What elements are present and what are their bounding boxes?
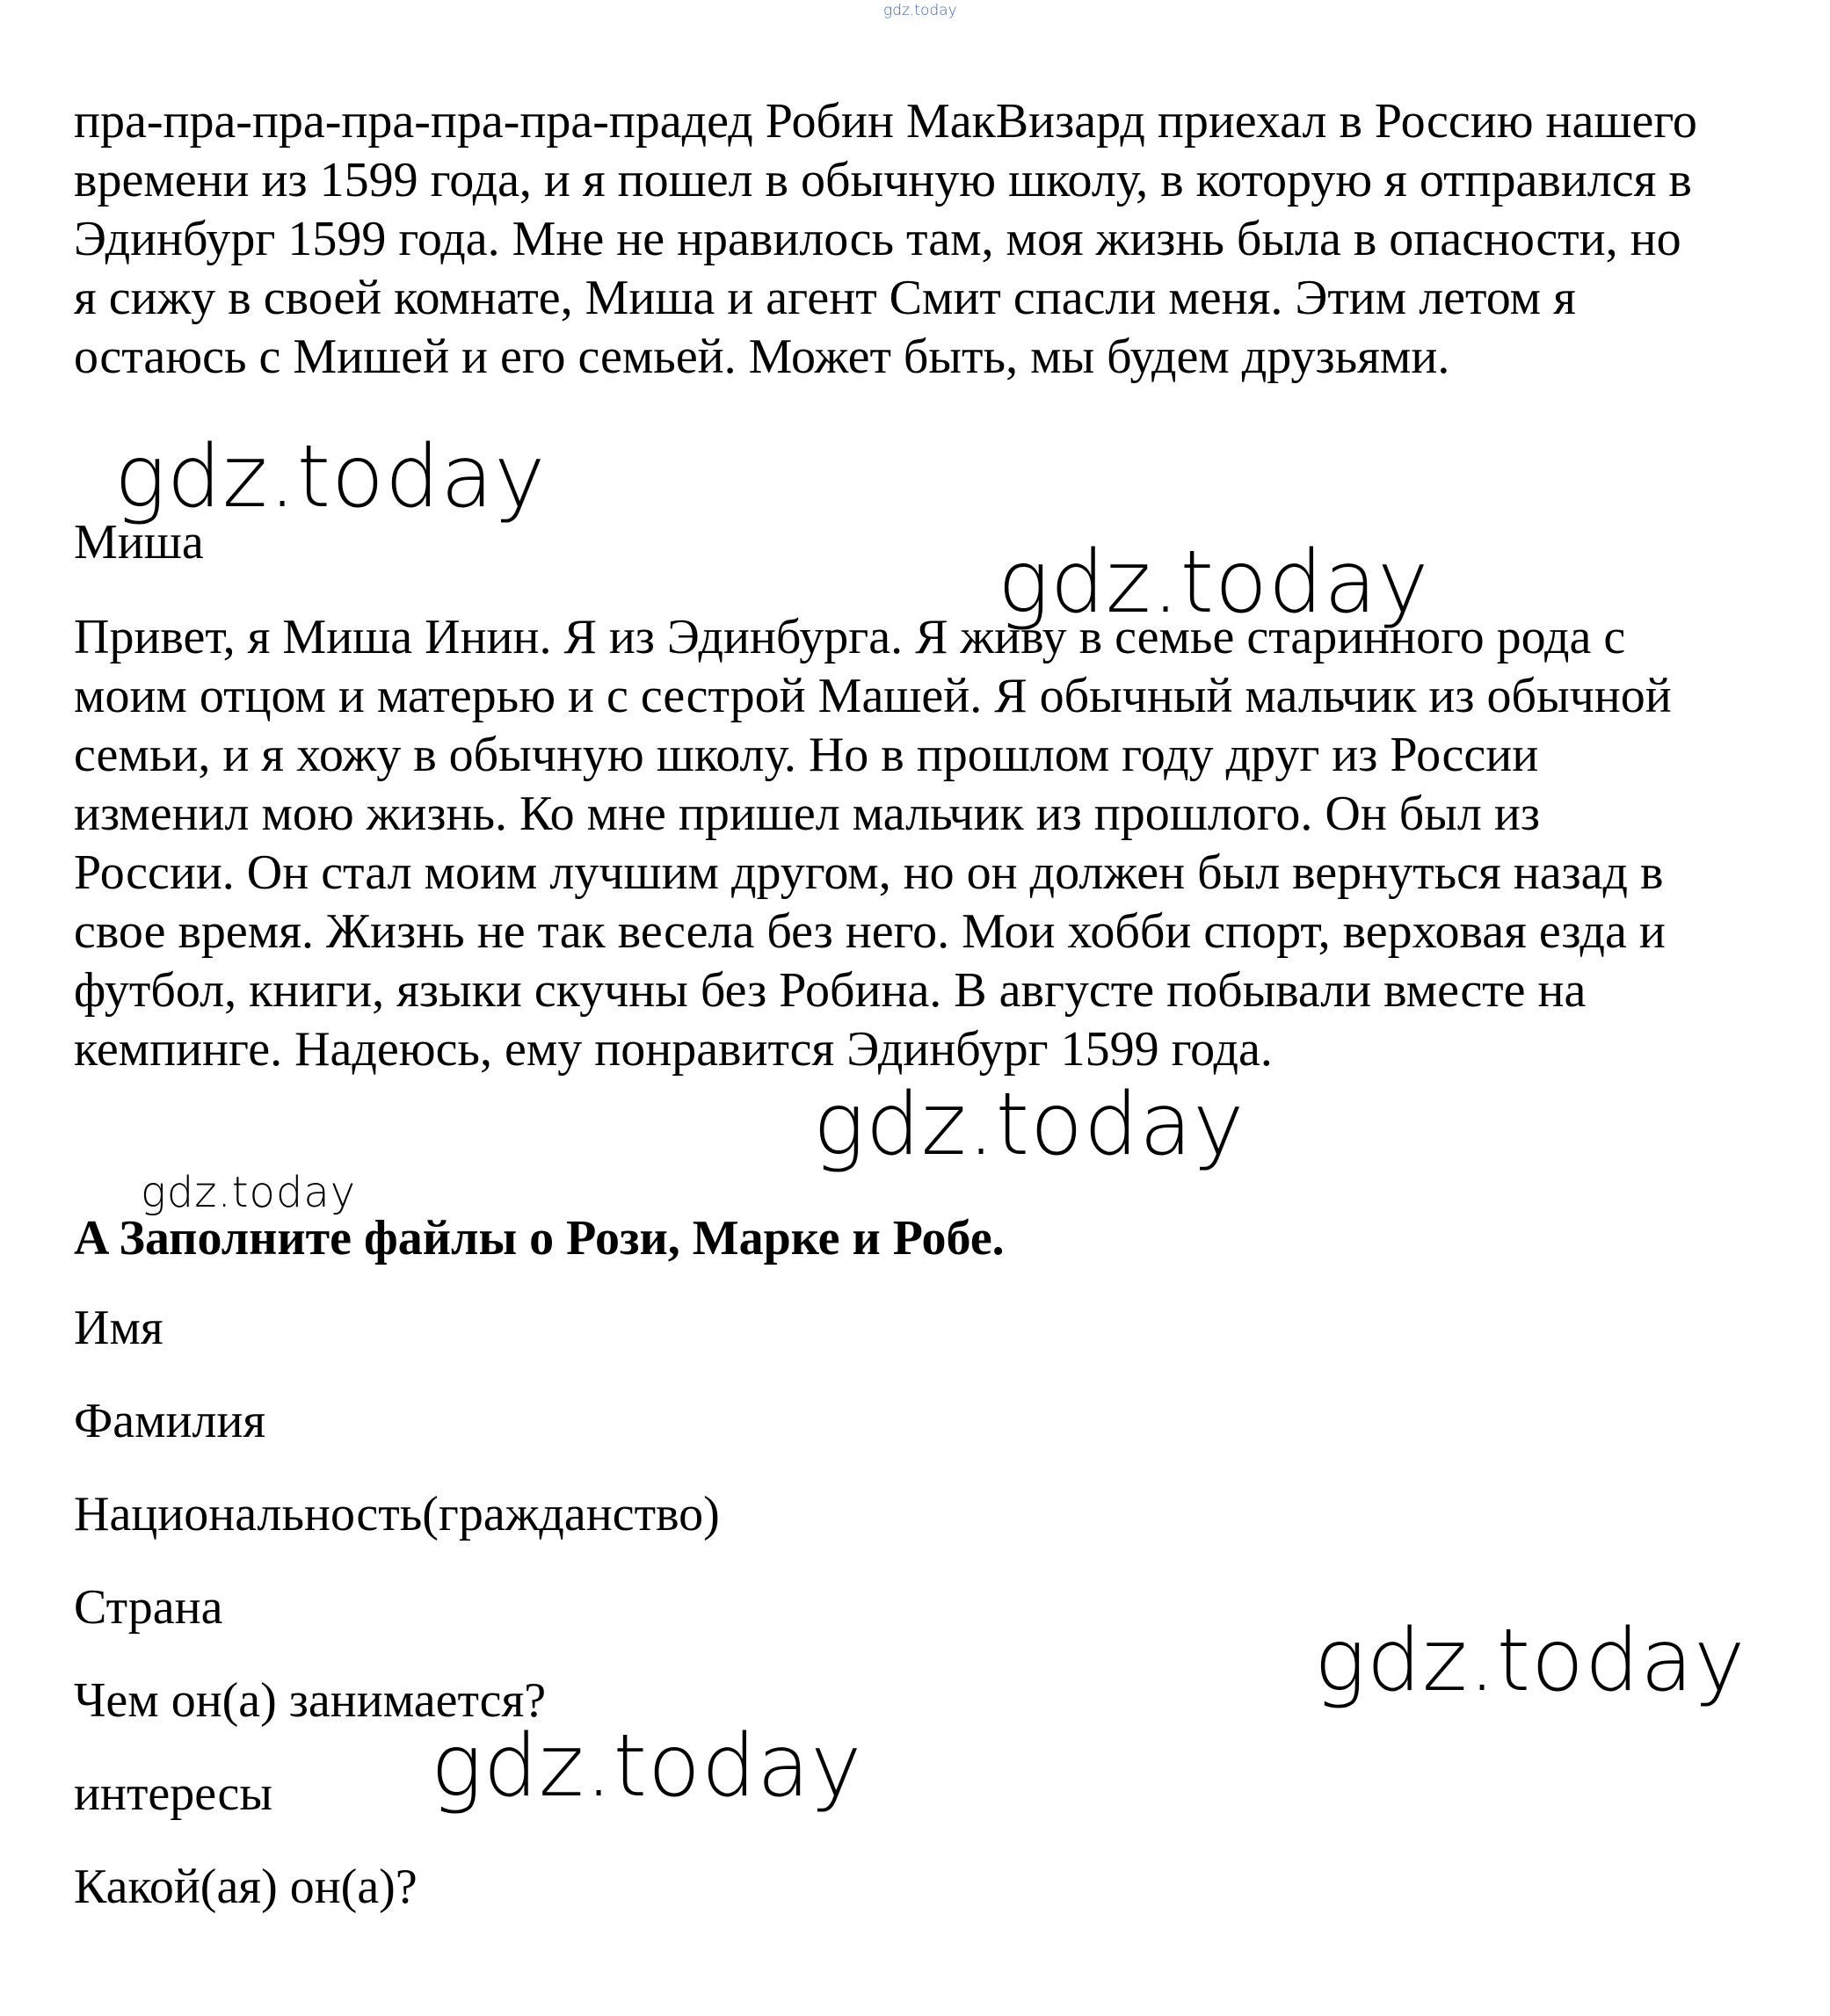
misha-line: России. Он стал моим лучшим другом, но он должен был вернуться назад в — [74, 845, 1664, 900]
misha-line: изменил мою жизнь. Ко мне пришел мальчик из прошлого. Он был из — [74, 787, 1540, 841]
misha-line: семьи, и я хожу в обычную школу. Но в прошлом году друг из России — [74, 728, 1539, 782]
watermark-3: gdz.today — [813, 1075, 1245, 1175]
watermark-top: gdz.today — [883, 2, 957, 19]
field-personality: Какой(ая) он(а)? — [74, 1860, 418, 1914]
misha-line: футбол, книги, языки скучны без Робина. В августе побывали вместе на — [74, 963, 1587, 1018]
intro-line: остаюсь с Мишей и его семьей. Может быть, мы будем друзьями. — [74, 330, 1450, 384]
field-country: Страна — [74, 1580, 223, 1635]
field-nationality: Национальность(гражданство) — [74, 1487, 720, 1541]
misha-heading: Миша — [74, 515, 204, 569]
field-name: Имя — [74, 1301, 163, 1355]
task-heading: A Заполните файлы о Рози, Марке и Робе. — [74, 1211, 1005, 1265]
misha-line: кемпинге. Надеюсь, ему понравится Эдинбург 1599 года. — [74, 1022, 1273, 1077]
intro-line: я сижу в своей комнате, Миша и агент Смит спасли меня. Этим летом я — [74, 271, 1576, 325]
field-interests: интересы — [74, 1766, 272, 1821]
watermark-1: gdz.today — [114, 427, 547, 527]
misha-line: свое время. Жизнь не так весела без него. Мои хобби спорт, верховая езда и — [74, 904, 1666, 959]
misha-line: моим отцом и матерью и с сестрой Машей. Я обычный мальчик из обычной — [74, 669, 1672, 723]
intro-line: Эдинбург 1599 года. Мне не нравилось там, моя жизнь была в опасности, но — [74, 212, 1681, 266]
watermark-6: gdz.today — [431, 1716, 863, 1817]
field-surname: Фамилия — [74, 1394, 266, 1448]
watermark-5: gdz.today — [1314, 1611, 1746, 1711]
field-occupation: Чем он(а) занимается? — [74, 1673, 547, 1728]
intro-line: пра-пра-пра-пра-пра-пра-прадед Робин МакВизард приехал в Россию нашего — [74, 94, 1697, 149]
watermark-4: gdz.today — [141, 1168, 357, 1217]
intro-line: времени из 1599 года, и я пошел в обычную школу, в которую я отправился в — [74, 153, 1692, 207]
watermark-2: gdz.today — [998, 533, 1430, 633]
misha-line: Привет, я Миша Инин. Я из Эдинбурга. Я живу в семье старинного рода с — [74, 610, 1626, 664]
